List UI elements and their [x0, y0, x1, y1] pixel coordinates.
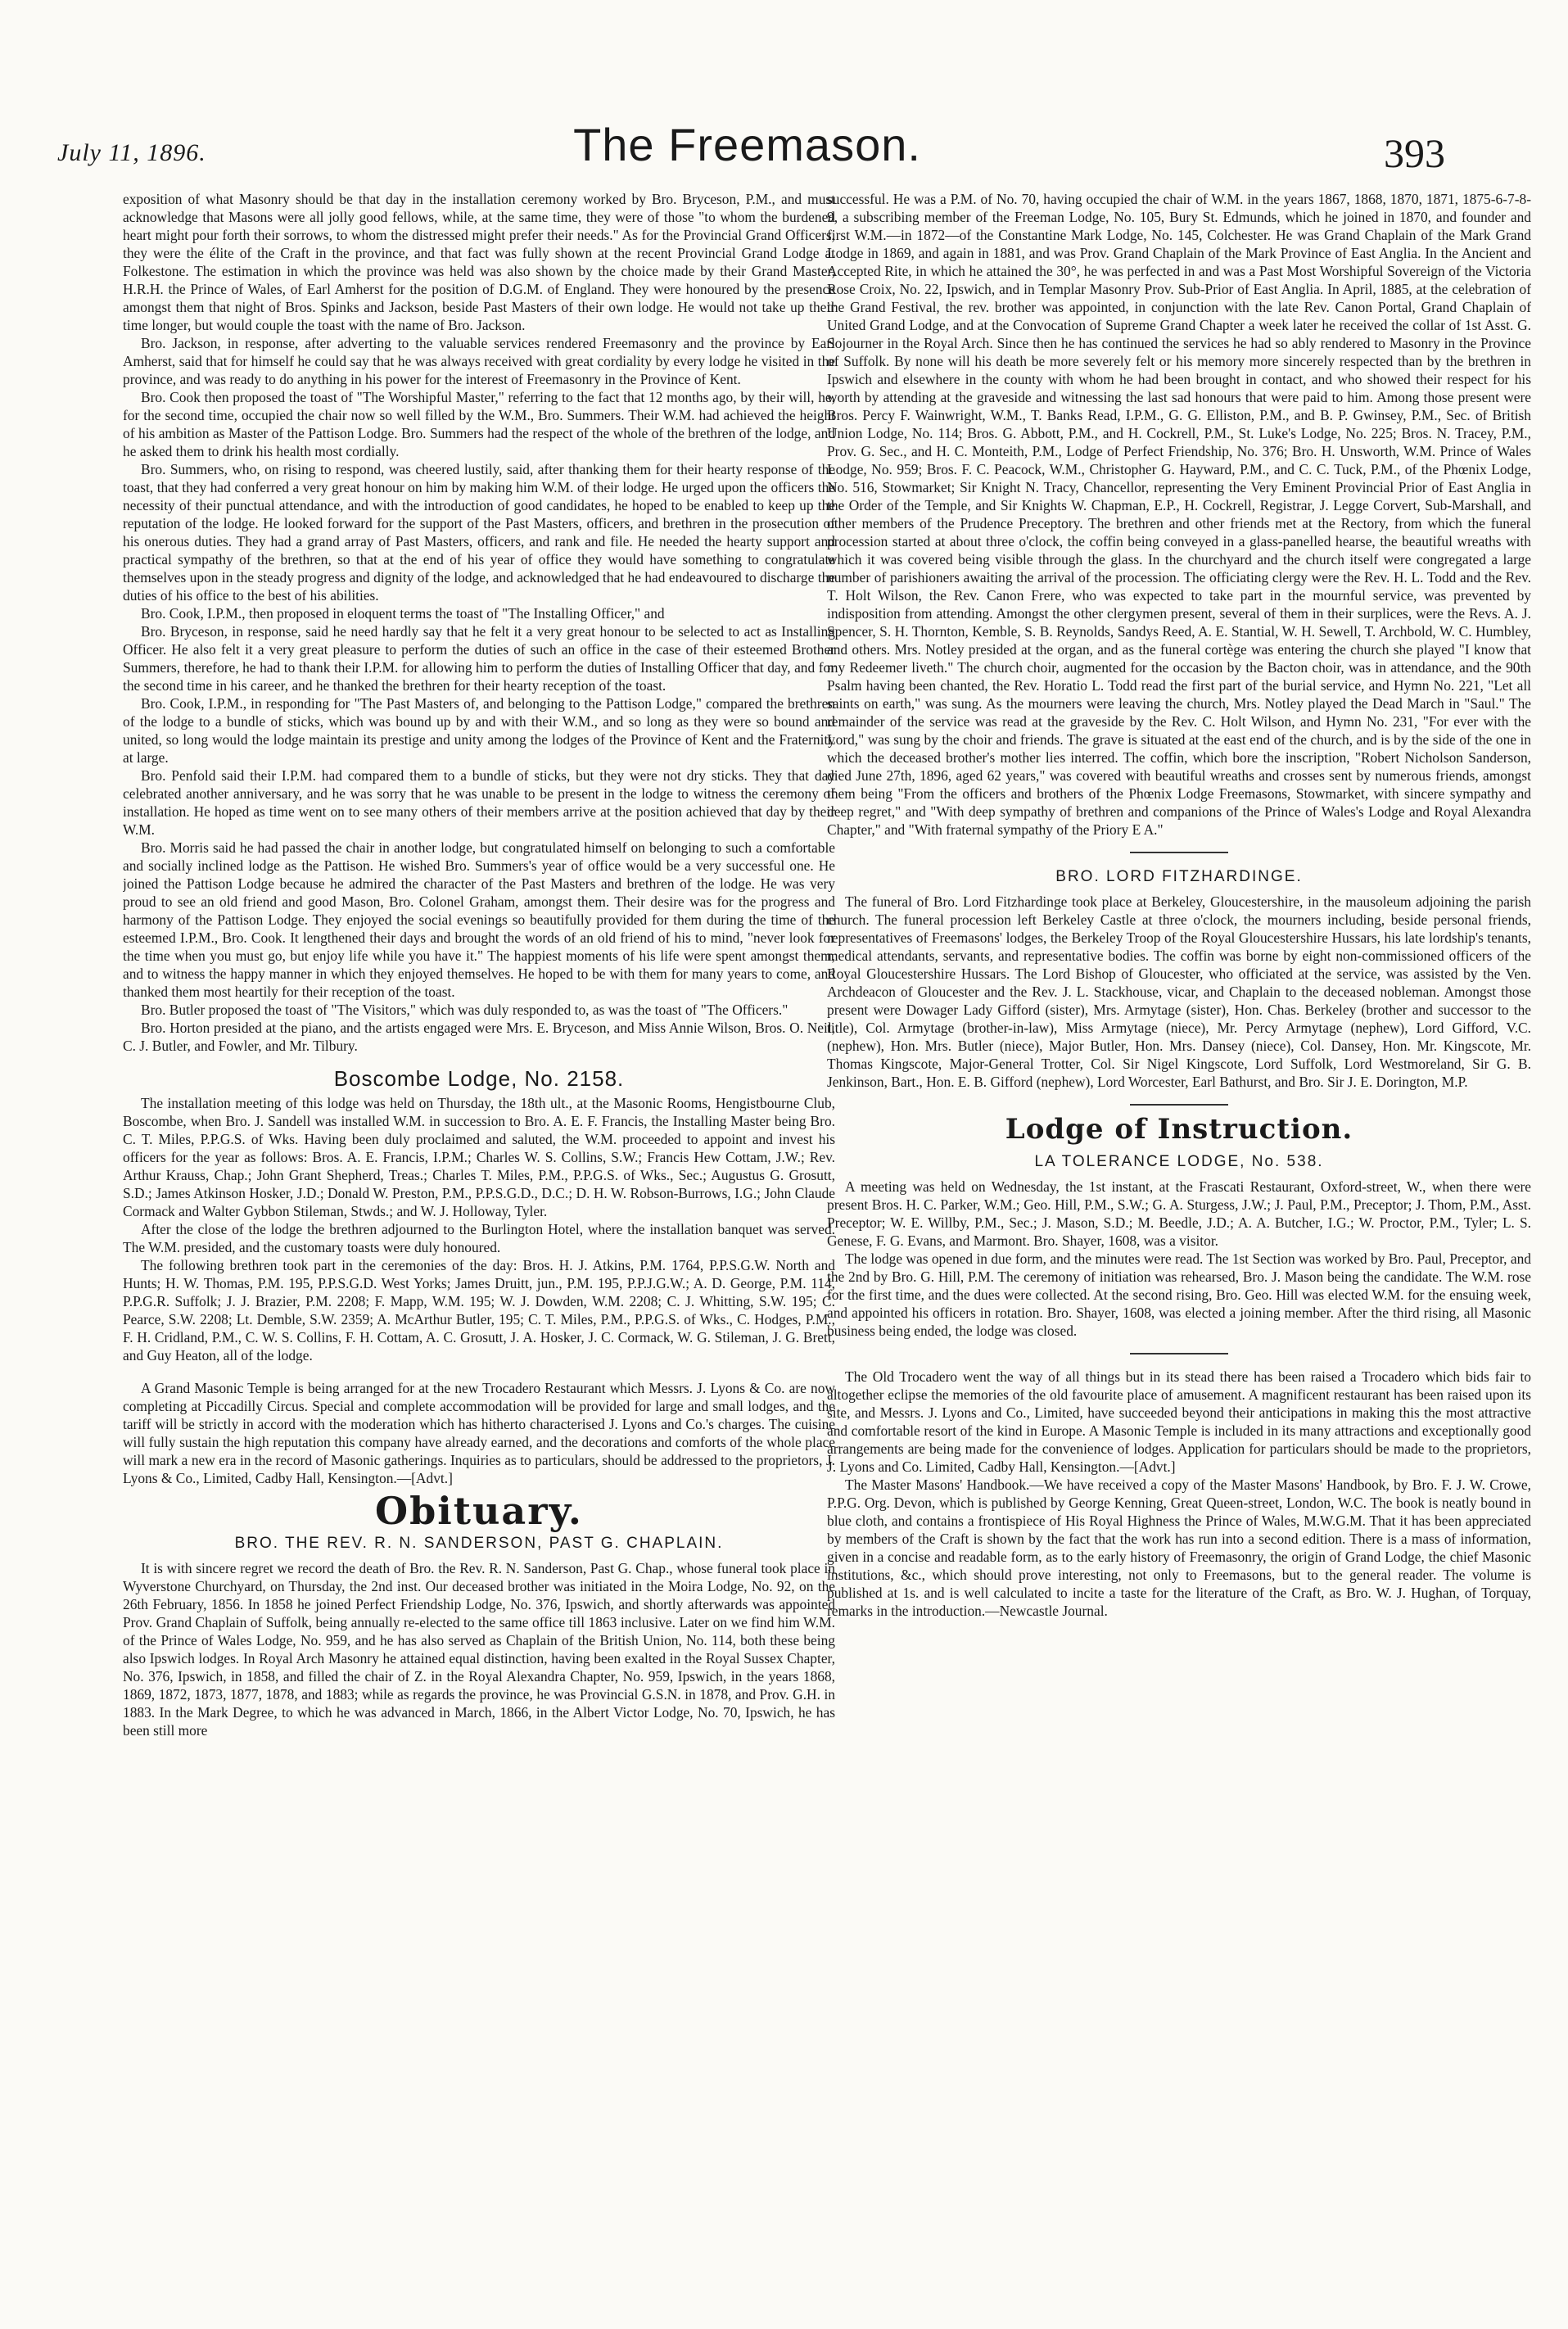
article-paragraph: Bro. Jackson, in response, after adverting to the valuable services rendered Freemasonry and the province by Earl Amherst, said that for himself he could say that he was always received with great cordiality by every lodge he visited in the province, and was ready to do anything in his power for the interest of Freemasonry in the Province of Kent. [123, 335, 835, 387]
article-paragraph: The installation meeting of this lodge was held on Thursday, the 18th ult., at the Masonic Rooms, Hengistbourne Club, Boscombe, when Bro. J. Sandell was installed W.M. in succession to Bro. A. E. F. Francis, the Installing Master being Bro. C. T. Miles, P.P.G.S. of Wks. Having been duly proclaimed and saluted, the W.M. proceeded to appoint and invest his officers for the year as follows: Bros. A. E. Francis, I.P.M.; Charles W. S. Collins, S.W.; Francis Hew Cottam, J.W.; Rev. Arthur Krauss, Chap.; John Grant Shepherd, Treas.; Charles T. Miles, P.M., P.P.G.S. of Wks., Sec.; Augustus G. Grosutt, S.D.; James Atkinson Hosker, J.D.; Donald W. Preston, P.M., P.P.S.G.D., D.C.; D. H. W. Robson-Burrows, I.G.; John Claude Cormack and Walter Gybbon Stileman, Stwds.; and W. J. Holloway, Tyler. [123, 1095, 835, 1219]
section-divider [1130, 1104, 1228, 1106]
subheading-fitzhardinge: BRO. LORD FITZHARDINGE. [1055, 868, 1303, 885]
subheading-sanderson: BRO. THE REV. R. N. SANDERSON, PAST G. CHAPLAIN. [234, 1535, 724, 1552]
spacer [123, 1364, 835, 1379]
article-paragraph: Bro. Butler proposed the toast of "The Visitors," which was duly responded to, as was the toast of "The Officers." [141, 1002, 789, 1018]
section-divider [1130, 852, 1228, 853]
article-paragraph: Bro. Penfold said their I.P.M. had compared them to a bundle of sticks, but they were not dry sticks. They that day celebrated another anniversary, and he was sorry that he was unable to be present in the lodge to witness the ceremony of installation. He hoped as time went on to see many others of their members arrive at the position achieved that day by their W.M. [123, 767, 835, 838]
article-paragraph: After the close of the lodge the brethren adjourned to the Burlington Hotel, where the installation banquet was served. The W.M. presided, and the customary toasts were duly honoured. [123, 1221, 835, 1255]
article-paragraph: exposition of what Masonry should be that day in the installation ceremony worked by Bro. Bryceson, P.M., and must acknowledge that Masons were all jolly good fellows, while, at the same time, they were of those "to whom the burdened heart might pour forth their sorrows, to whom the distressed might prefer their needs." As for the Provincial Grand Officers, they were the élite of the Craft in the province, and that fact was fully shown at the recent Provincial Grand Lodge at Folkestone. The estimation in which the province was held was also shown by the choice made by their Grand Master, H.R.H. the Prince of Wales, of Earl Amherst for the position of D.G.M. of England. They were honoured by the presence amongst them that night of Bros. Spinks and Jackson, beside Past Masters of their own lodge. He would not take up their time longer, but would couple the toast with the name of Bro. Jackson. [123, 191, 835, 333]
newspaper-title: The Freemason. [573, 119, 921, 170]
section-divider [1130, 1353, 1228, 1354]
article-paragraph: Bro. Summers, who, on rising to respond, was cheered lustily, said, after thanking them for their hearty response of the toast, that they had conferred a very great honour on him by making him W.M. of their lodge. He urged upon the officers the necessity of their punctual attendance, and with the introduction of good candidates, he hoped to be enabled to keep up the reputation of the lodge. He looked forward for the support of the Past Masters, officers, and brethren in the prosecution of his onerous duties. They had a grand array of Past Masters, officers, and rank and file. He needed the hearty support and practical sympathy of the brethren, so that at the end of his year of office they would have something to congratulate themselves upon in the steady progress and dignity of the lodge, and acknowledged that he had endeavoured to discharge the duties of his office to the best of his abilities. [123, 461, 835, 604]
article-paragraph: A meeting was held on Wednesday, the 1st instant, at the Frascati Restaurant, Oxford-street, W., when there were present Bros. H. C. Parker, W.M.; Geo. Hill, P.M., S.W.; G. A. Sturgess, J.W.; J. Paul, P.M., Preceptor; J. Thom, P.M., Asst. Preceptor; W. E. Willby, P.M., Sec.; J. Mason, S.D.; M. Beedle, J.D.; A. A. Butcher, I.G.; W. Proctor, P.M., Tyler; L. S. Genese, F. G. Evans, and Marmont. Bro. Shayer, 1608, was a visitor. [827, 1178, 1531, 1249]
article-paragraph: The funeral of Bro. Lord Fitzhardinge took place at Berkeley, Gloucestershire, in the mausoleum adjoining the parish church. The funeral procession left Berkeley Castle at three o'clock, the mourners including, beside personal friends, representatives of Freemasons' lodges, the Berkeley Troop of the Royal Gloucestershire Hussars, his late lordship's tenants, medical attendants, servants, and representative bodies. The coffin was borne by eight non-commissioned officers of the Royal Gloucestershire Hussars. The Lord Bishop of Gloucester, who officiated at the service, was assisted by the Ven. Archdeacon of Gloucester and the Rev. J. L. Stackhouse, vicar, and Chaplain to the deceased nobleman. Amongst those present were Dowager Lady Gifford (sister), Mrs. Armytage (sister), Hon. Chas. Berkeley (brother and successor to the title), Col. Armytage (brother-in-law), Miss Armytage (niece), Mr. Percy Armytage (nephew), Lord Gifford, V.C. (nephew), Hon. Mrs. Butler (niece), Major Butler, Hon. Mrs. Dansey (niece), Col. Dansey, Hon. Mr. Kingscote, Mr. Thomas Kingscote, Major-General Trotter, Col. Sir Nigel Kingscote, Lord Suffolk, Lord Westmoreland, Sir G. B. Jenkinson, Bart., Hon. E. B. Gifford (nephew), Lord Worcester, Earl Bathurst, and Bro. Sir J. E. Dorington, M.P. [827, 893, 1531, 1090]
article-paragraph: Bro. Cook, I.P.M., in responding for "The Past Masters of, and belonging to the Pattison Lodge," compared the brethren of the lodge to a bundle of sticks, which was bound up by and with their W.M., and so long as they were so bound and united, so long would the lodge maintain its prestige and unity among the lodges of the Province of Kent and the Fraternity at large. [123, 695, 835, 766]
subheading-la-tolerance: LA TOLERANCE LODGE, No. 538. [1034, 1153, 1324, 1170]
right-column [827, 190, 1531, 2286]
article-paragraph: The following brethren took part in the ceremonies of the day: Bros. H. J. Atkins, P.M. 1764, P.P.S.G.W. North and Hunts; H. W. Thomas, P.M. 195, P.P.S.G.D. West Yorks; James Druitt, jun., P.M. 195, P.P.J.G.W.; A. D. George, P.M. 114, P.P.G.R. Suffolk; J. J. Brazier, P.M. 2208; F. Mapp, W.M. 195; W. J. Dowden, W.M. 2208; C. J. Whitting, S.W. 195; C. Pearce, S.W. 2208; Lt. Demble, S.W. 2359; A. McArthur Butler, 195; C. T. Miles, P.M., P.P.G.S. of Wks., C. Hodges, P.M., F. H. Cridland, P.M., C. W. S. Collins, F. H. Cottam, A. C. Grosutt, J. A. Hosker, J. C. Cormack, W. G. Stileman, J. G. Brett, and Guy Heaton, all of the lodge. [123, 1257, 835, 1363]
article-paragraph: Bro. Cook then proposed the toast of "The Worshipful Master," referring to the fact that 12 months ago, by their will, he, for the second time, occupied the chair now so well filled by the W.M., Bro. Summers. Their W.M. had achieved the height of his ambition as Master of the Pattison Lodge. Bro. Summers had the respect of the whole of the brethren of the lodge, and he asked them to drink his health most cordially. [123, 389, 835, 459]
page-number: 393 [1384, 130, 1445, 176]
issue-date: July 11, 1896. [57, 139, 206, 166]
article-paragraph: successful. He was a P.M. of No. 70, having occupied the chair of W.M. in the years 1867, 1868, 1870, 1871, 1875-6-7-8-9, a subscribing member of the Freeman Lodge, No. 105, Bury St. Edmunds, which he joined in 1870, and founder and first W.M.—in 1872—of the Constantine Mark Lodge, No. 145, Colchester. He was Grand Chaplain of the Mark Grand Lodge in 1869, and again in 1881, and was Prov. Grand Chaplain of the Mark Province of East Anglia. In the Ancient and Accepted Rite, in which he attained the 30°, he was perfected in and was a Past Most Worshipful Sovereign of the Victoria Rose Croix, No. 22, Ipswich, and in Templar Masonry Prov. Sub-Prior of East Anglia. In April, 1885, at the celebration of the Grand Festival, the rev. brother was appointed, in conjunction with the late Rev. Canon Portal, Grand Chaplain of United Grand Lodge, and at the Convocation of Supreme Grand Chapter a week later he received the collar of 1st Asst. G. Sojourner in the Royal Arch. Since then he has continued the services he had so ably rendered to Masonry in the Province of Suffolk. By none will his death be more severely felt or his memory more sincerely respected than by the brethren in Ipswich and elsewhere in the county with whom he had been brought in contact, and who showed their respect for his worth by attending at the graveside and witnessing the last sad honours that were paid to him. Among those present were Bros. Percy F. Wainwright, W.M., T. Banks Read, I.P.M., G. G. Elliston, P.M., and B. P. Gwinsey, P.M., Sec. of British Union Lodge, No. 114; Bros. G. Abbott, P.M., and H. Cockrell, P.M., St. Luke's Lodge, No. 225; Bros. N. Tracey, P.M., Prov. G. Sec., and H. C. Monteith, P.M., Lodge of Perfect Friendship, No. 376; Bro. H. Unsworth, W.M. Prince of Wales Lodge, No. 959; Bros. F. C. Peacock, W.M., Christopher G. Hayward, P.M., and C. C. Tuck, P.M., of the Phœnix Lodge, No. 516, Stowmarket; Sir Knight N. Tracy, Chancellor, representing the Very Eminent Provincial Prior of East Anglia in the Order of the Temple, and Sir Knights W. Chapman, E.P., H. Cockrell, Registrar, J. Legge Corvert, Sub-Marshall, and other members of the Prudence Preceptory. The brethren and other friends met at the Rectory, from which the funeral procession started at about three o'clock, the coffin being conveyed in a glass-panelled hearse, the beautiful wreaths with which it was covered being visible through the glass. In the churchyard and the church itself were congregated a large number of parishioners awaiting the arrival of the procession. The officiating clergy were the Rev. H. L. Todd and the Rev. T. Holt Wilson, the Rev. Canon Frere, who was expected to take part in the mournful service, was prevented by indisposition from attending. Amongst the other clergymen present, several of them in their surplices, were the Revs. A. J. Spencer, S. H. Thornton, Kemble, S. B. Reynolds, Sandys Reed, A. E. Stantial, W. H. Sewell, T. Archbold, W. C. Humbley, and others. Mrs. Notley presided at the organ, and as the funeral cortège was entering the church she played "I know that my Redeemer liveth." The church choir, augmented for the occasion by the Bacton choir, was in attendance, and the 90th Psalm having been chanted, the Rev. Horatio L. Todd read the first part of the burial service, and Hymn No. 221, "Let all saints on earth," was sung. As the mourners were leaving the church, Mrs. Notley played the Dead March in "Saul." The remainder of the service was read at the graveside by the Rev. C. Holt Wilson, and Hymn No. 231, "For ever with the Lord," was sung by the choir and friends. The grave is situated at the east end of the church, and is by the side of the one in which the deceased brother's mother lies interred. The coffin, which bore the inscription, "Robert Nicholson Sanderson, died June 27th, 1896, aged 62 years," was covered with beautiful wreaths and crosses sent by numerous friends, amongst them being "From the officers and brothers of the Phœnix Lodge Freemasons, Stowmarket, with sincere sympathy and deep regret," and "With deep sympathy of brethren and companions of the Prince of Wales's Lodge and Royal Alexandra Chapter," and "With fraternal sympathy of the Priory E A." [827, 191, 1531, 838]
section-heading-obituary: Obituary. [375, 1489, 583, 1533]
left-column [123, 190, 835, 2286]
article-paragraph: It is with sincere regret we record the death of Bro. the Rev. R. N. Sanderson, Past G. Chap., whose funeral took place in Wyverstone Churchyard, on Thursday, the 2nd inst. Our deceased brother was initiated in the Moira Lodge, No. 92, on the 26th February, 1856. In 1858 he joined Perfect Friendship Lodge, No. 376, Ipswich, and shortly afterwards was appointed Prov. Grand Chaplain of Suffolk, being annually re-elected to the same office till 1863 inclusive. Later on we find him W.M. of the Prince of Wales Lodge, No. 959, and he has also served as Chaplain of the British Union, No. 114, both these being also Ipswich lodges. In Royal Arch Masonry he attained equal distinction, having been exalted in the Royal Sussex Chapter, No. 376, Ipswich, in 1858, and filled the chair of Z. in the Royal Alexandra Chapter, No. 959, Ipswich, in the years 1868, 1869, 1872, 1873, 1877, 1878, and 1883; while as regards the province, he was Provincial G.S.N. in 1878, and Prov. G.H. in 1883. In the Mark Degree, to which he was advanced in March, 1866, in the Albert Victor Lodge, No. 70, Ipswich, he has been still more [123, 1560, 835, 1739]
advertisement-paragraph: The Old Trocadero went the way of all things but in its stead there has been raised a Trocadero which bids fair to altogether eclipse the memories of the old favourite place of amusement. A magnificent restaurant has been raised upon its site, and Messrs. J. Lyons and Co., Limited, have succeeded beyond their anticipations in making this the most attractive and comfortable resort of the kind in Europe. A Masonic Temple is included in its many attractions and exceptionally good arrangements are being made for the convenience of lodges. Application for particulars should be made to the proprietors, J. Lyons and Co. Limited, Cadby Hall, Kensington.—[Advt.] [827, 1368, 1531, 1475]
article-paragraph: Bro. Morris said he had passed the chair in another lodge, but congratulated himself on belonging to such a comfortable and socially inclined lodge as the Pattison. He wished Bro. Summers's year of office would be a very successful one. He joined the Pattison Lodge because he admired the character of the Past Masters and brethren of the lodge. He was very proud to see an old friend and good Mason, Bro. Colonel Graham, amongst them. Their desire was for the progress and harmony of the Pattison Lodge. They enjoyed the social evenings so beautifully provided for them during the time of the esteemed I.P.M., Bro. Cook. It lengthened their days and brought the words of an old friend of his to mind, "never look for the time when you must go, but enjoy life while you have it." The happiest moments of his life were spent amongst them, and to witness the happy manner in which they enjoyed themselves. He hoped to be with them for many years to come, and thanked them most heartily for their reception of the toast. [123, 839, 835, 1000]
article-paragraph: Bro. Bryceson, in response, said he need hardly say that he felt it a very great honour to be selected to act as Installing Officer. He also felt it a very great pleasure to perform the duties of such an office in the case of their esteemed Brother Summers, therefore, he had to thank their I.P.M. for allowing him to perform the duties of Installing Officer that day, and for the second time in his career, and he thanked the brethren for their hearty reception of the toast. [123, 623, 835, 694]
section-heading-boscombe: Boscombe Lodge, No. 2158. [333, 1066, 625, 1091]
section-heading-lodge-of-instruction: Lodge of Instruction. [1005, 1113, 1353, 1146]
review-paragraph: The Master Masons' Handbook.—We have received a copy of the Master Masons' Handbook, by Bro. F. J. W. Crowe, P.P.G. Org. Devon, which is published by George Kenning, Great Queen-street, London, W.C. The book is neatly bound in blue cloth, and contains a frontispiece of His Royal Highness the Prince of Wales, M.W.G.M. That it has been appreciated by members of the Craft is shown by the fact that the work has run into a second edition. There is a mass of information, given in a concise and readable form, as to the early history of Freemasonry, the origin of Grand Lodge, the chief Masonic institutions, &c., which should prove interesting, not only to Freemasons, but to the general reader. The volume is published at 1s. and is well calculated to incite a taste for the literature of the Craft, as Bro. W. J. Hughan, of Torquay, remarks in the introduction.—Newcastle Journal. [827, 1477, 1531, 1619]
article-paragraph: Bro. Cook, I.P.M., then proposed in eloquent terms the toast of "The Installing Officer," and [141, 605, 665, 622]
masthead [49, 106, 1445, 180]
article-paragraph: The lodge was opened in due form, and the minutes were read. The 1st Section was worked by Bro. Paul, Preceptor, and the 2nd by Bro. G. Hill, P.M. The ceremony of initiation was rehearsed, Bro. J. Mason being the candidate. The W.M. rose for the first time, and the dues were collected. At the second rising, Bro. Geo. Hill was elected W.M. for the ensuing week, and appointed his officers in rotation. Bro. Shayer, 1608, was elected a joining member. After the third rising, all Masonic business being ended, the lodge was closed. [827, 1250, 1531, 1339]
article-paragraph: Bro. Horton presided at the piano, and the artists engaged were Mrs. E. Bryceson, and Miss Annie Wilson, Bros. O. Neil, C. J. Butler, and Fowler, and Mr. Tilbury. [123, 1020, 835, 1054]
advertisement-paragraph: A Grand Masonic Temple is being arranged for at the new Trocadero Restaurant which Messrs. J. Lyons & Co. are now completing at Piccadilly Circus. Special and complete accommodation will be provided for large and small lodges, and the tariff will be strictly in accord with the moderation which has hitherto characterised J. Lyons and Co.'s charges. The cuisine will fully sustain the high reputation this company have already earned, and the decorations and comforts of the whole place will mark a new era in the record of Masonic gatherings. Inquiries as to particulars, should be addressed to the proprietors, J. Lyons & Co., Limited, Cadby Hall, Kensington.—[Advt.] [123, 1380, 835, 1486]
